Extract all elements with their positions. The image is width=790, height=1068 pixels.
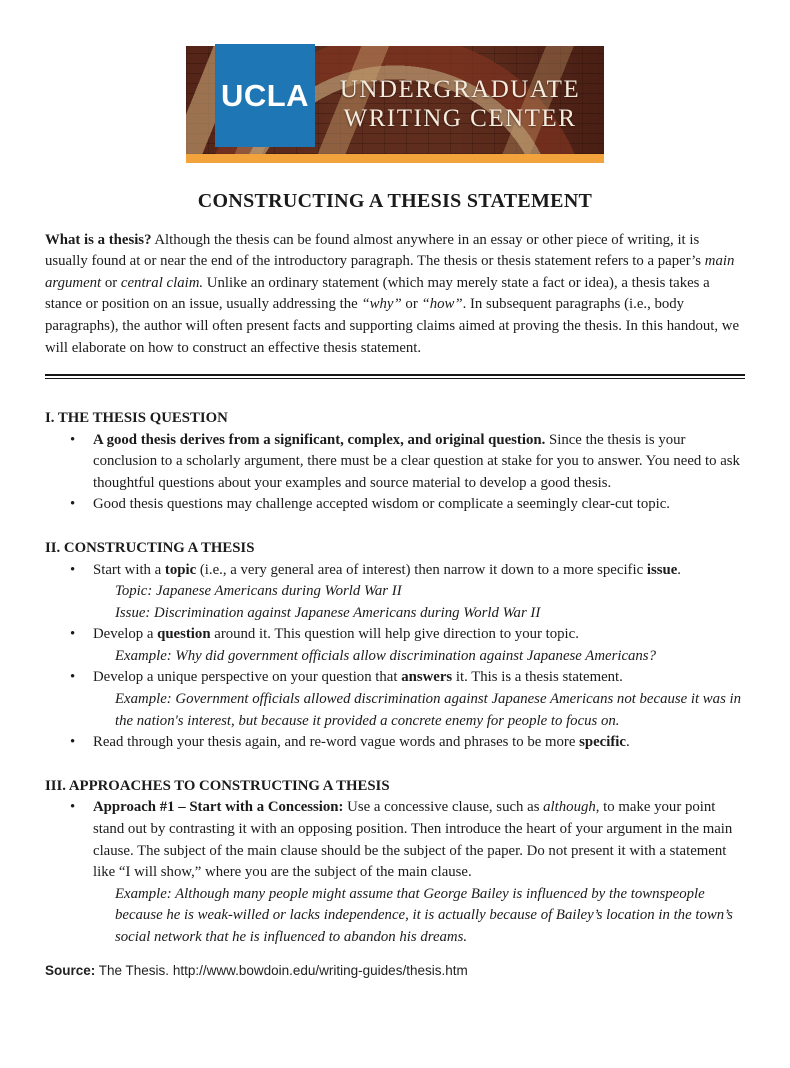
list-item bbox=[45, 494, 745, 516]
bullet-body-text: Read through your thesis again, and re-word vague words and phrases to be more bbox=[93, 734, 580, 751]
bullet-body-text: , to make your point stand out by contrasting it with an opposing position. Then introduce the heart of your argument in the main clause. The subject of the main clause should be the subject of the paper. Do not present it with a statement like “I will show,” where you are the subject of the main clause. bbox=[93, 799, 733, 881]
list-item bbox=[45, 797, 745, 883]
bullet-body-text: (i.e., a very general area of interest) then narrow it down to a more specific bbox=[196, 561, 647, 578]
header-banner bbox=[186, 46, 604, 163]
bullet-body-text: Start with a bbox=[93, 561, 165, 578]
intro-lead-in: What is a thesis? bbox=[45, 231, 152, 248]
bullet-icon: • bbox=[70, 669, 76, 686]
intro-italic-main-argument: main argument bbox=[45, 253, 735, 291]
bullet-text bbox=[93, 430, 745, 495]
example-line: Example: Why did government officials allow discrimination against Japanese Americans? bbox=[115, 647, 656, 664]
intro-text: or bbox=[401, 296, 422, 313]
bullet-body-text: . bbox=[625, 734, 630, 751]
bullet-text bbox=[93, 732, 745, 754]
page-title: CONSTRUCTING A THESIS STATEMENT bbox=[197, 190, 593, 212]
ucla-logo-box bbox=[215, 44, 315, 147]
italic-phrase: although bbox=[543, 799, 596, 816]
example-line: Example: Government officials allowed discrimination against Japanese Americans not because it was in the nation's interest, but because it provided a concrete enemy for people to focus on. bbox=[115, 691, 742, 729]
list-item bbox=[45, 624, 745, 646]
section-2-heading: II. CONSTRUCTING A THESIS bbox=[45, 539, 255, 556]
bullet-icon: • bbox=[70, 431, 76, 448]
bold-phrase: question bbox=[157, 626, 211, 643]
bullet-body-text: Use a concessive clause, such as bbox=[343, 799, 544, 816]
bullet-text bbox=[93, 560, 745, 582]
bold-phrase: issue bbox=[646, 561, 678, 578]
bullet-body-text: Since the thesis is your conclusion to a scholarly argument, there must be a clear question at stake for you to answer. You need to ask thoughtful questions about your examples and source material to develop a good thesis. bbox=[93, 431, 740, 491]
intro-italic-central-claim: central claim. bbox=[120, 274, 204, 291]
list-item bbox=[45, 430, 745, 495]
intro-text: . In subsequent paragraphs (i.e., body paragraphs), the author will often present facts and supporting claims aimed at proving the thesis. In this handout, we will elaborate on how to construct an effective thesis statement. bbox=[45, 296, 740, 356]
org-name bbox=[320, 46, 600, 154]
bullet-icon: • bbox=[70, 561, 76, 578]
org-name-line1: UNDERGRADUATE bbox=[339, 76, 581, 103]
section-1-heading: I. THE THESIS QUESTION bbox=[45, 409, 228, 426]
bullet-text: Good thesis questions may challenge accepted wisdom or complicate a seemingly clear-cut topic. bbox=[93, 496, 671, 513]
bullet-text bbox=[93, 667, 745, 689]
example-line: Example: Although many people might assume that George Bailey is influenced by the townspeople because he is weak-willed or lacks independence, it is actually because of Bailey’s location in the town’s social network that he is influenced to abandon his dreams. bbox=[115, 885, 733, 946]
bold-phrase: specific bbox=[579, 734, 626, 751]
bullet-body-text: . bbox=[677, 561, 681, 578]
example-line: Issue: Discrimination against Japanese Americans during World War II bbox=[115, 604, 541, 621]
intro-text: Although the thesis can be found almost anywhere in an essay or other piece of writing, it is usually found at or near the end of the introductory paragraph. The thesis or thesis statement refers to a paper’s bbox=[45, 231, 705, 270]
intro-paragraph bbox=[45, 230, 745, 360]
banner-orange-bar bbox=[186, 154, 604, 163]
intro-italic-how: “how” bbox=[421, 296, 463, 313]
section-3-heading: III. APPROACHES TO CONSTRUCTING A THESIS bbox=[45, 777, 390, 794]
horizontal-divider bbox=[45, 374, 745, 379]
source-url: http://www.bowdoin.edu/writing-guides/thesis.htm bbox=[172, 962, 468, 978]
bullet-body-text: it. This is a thesis statement. bbox=[452, 669, 623, 686]
bold-phrase: A good thesis derives from a significant, complex, and original question. bbox=[93, 431, 546, 448]
bold-phrase: topic bbox=[164, 561, 197, 578]
bullet-icon: • bbox=[70, 734, 76, 751]
intro-text: Unlike an ordinary statement (which may merely state a fact or idea), a thesis takes a stance or position on an issue, usually addressing the bbox=[45, 274, 710, 313]
bullet-body-text: Develop a unique perspective on your question that bbox=[93, 669, 402, 686]
list-item bbox=[45, 667, 745, 689]
intro-italic-why: “why” bbox=[361, 296, 402, 313]
bullet-text bbox=[93, 624, 745, 646]
bold-phrase: Approach #1 – Start with a Concession: bbox=[93, 799, 344, 816]
bullet-text bbox=[93, 797, 745, 883]
bullet-icon: • bbox=[70, 799, 76, 816]
source-text: The Thesis. bbox=[95, 962, 173, 978]
handout-page bbox=[0, 46, 790, 1068]
source-line bbox=[45, 960, 745, 982]
source-label: Source: bbox=[45, 962, 96, 978]
ucla-logo-text: UCLA bbox=[220, 77, 310, 113]
bullet-body-text: Develop a bbox=[93, 626, 158, 643]
bullet-icon: • bbox=[70, 626, 76, 643]
intro-text: or bbox=[101, 274, 121, 291]
bold-phrase: answers bbox=[401, 669, 453, 686]
list-item bbox=[45, 732, 745, 754]
org-name-line2: WRITING CENTER bbox=[343, 105, 577, 132]
document-body bbox=[0, 191, 790, 981]
list-item bbox=[45, 560, 745, 582]
example-line: Topic: Japanese Americans during World War II bbox=[115, 583, 402, 600]
bullet-icon: • bbox=[70, 496, 76, 513]
bullet-body-text: around it. This question will help give direction to your topic. bbox=[210, 626, 579, 643]
